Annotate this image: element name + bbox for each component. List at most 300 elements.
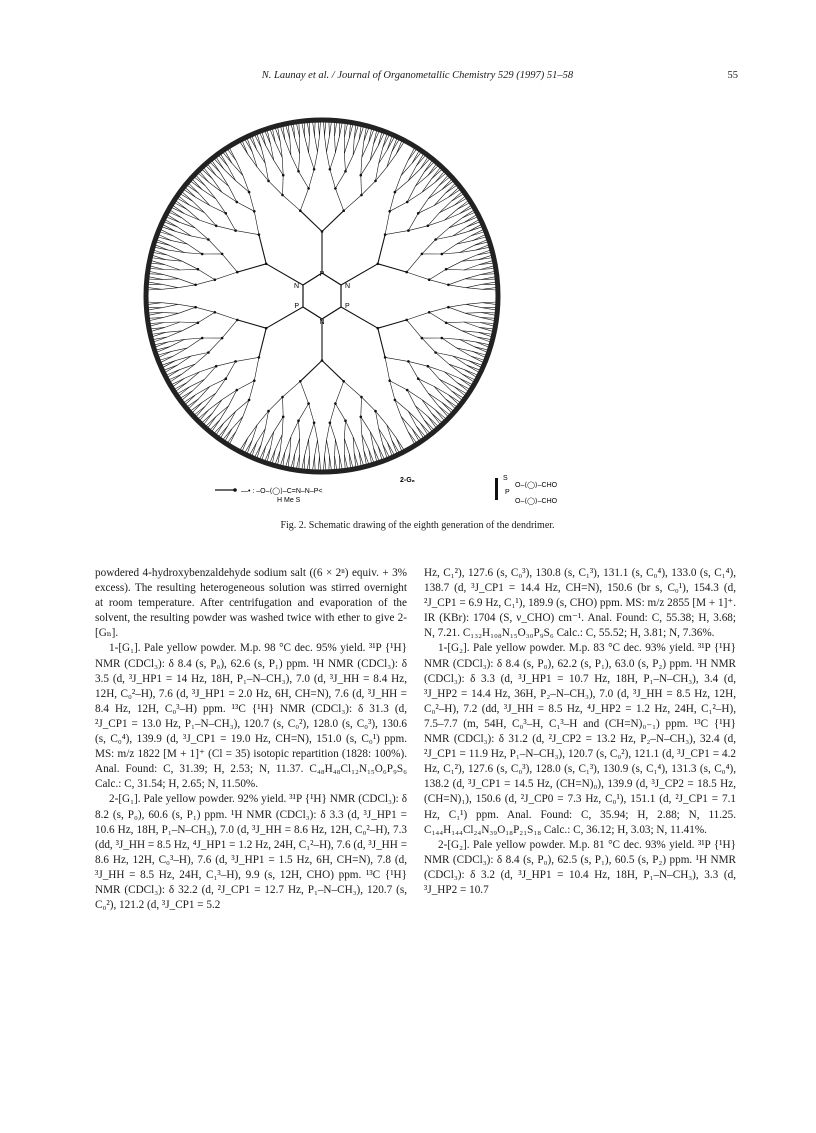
dendrimer-branch xyxy=(300,361,322,382)
dendrimer-branch xyxy=(177,356,191,365)
legend-end-group-line: O–⟨◯⟩–CHO xyxy=(515,498,558,505)
dendrimer-branch xyxy=(422,182,435,192)
dendrimer-branch xyxy=(184,214,199,221)
dendrimer-branch xyxy=(322,361,344,382)
dendrimer-branch xyxy=(266,304,308,328)
dendrimer-branch xyxy=(344,195,362,211)
dendrimer-branch xyxy=(193,379,205,390)
dendrimer-branch xyxy=(434,387,448,395)
dendrimer-branch xyxy=(309,153,315,170)
dendrimer-branch xyxy=(163,313,179,317)
dendrimer-branch xyxy=(344,421,345,439)
dendrimer-branch xyxy=(198,312,215,323)
dendrimer-branch xyxy=(387,154,397,167)
dendrimer-branch xyxy=(465,279,482,280)
dendrimer-branch xyxy=(446,322,464,323)
dendrimer-branch xyxy=(464,265,480,270)
dendrimer-branch xyxy=(248,425,258,438)
dendrimer-branch xyxy=(178,285,196,288)
dendrimer-branch xyxy=(187,209,200,220)
dendrimer-branch xyxy=(436,353,449,365)
dendrimer-branch xyxy=(466,284,482,287)
dendrimer-branch xyxy=(457,348,473,352)
dendrimer-branch xyxy=(440,205,455,212)
dendrimer-branch xyxy=(198,269,215,280)
dendrimer-branch xyxy=(274,160,284,175)
dendrimer-branch xyxy=(422,338,436,352)
running-title: N. Launay et al. / Journal of Organometallic Chemistry 529 (1997) 51–58 xyxy=(261,70,574,81)
dendrimer-branch xyxy=(407,254,422,272)
dendrimer-branch xyxy=(180,222,196,228)
dendrimer-branch xyxy=(182,218,195,228)
dendrimer-branch xyxy=(344,154,345,172)
dendrimer-branch xyxy=(232,163,243,175)
dendrimer-branch xyxy=(295,438,300,454)
dendrimer-branch xyxy=(390,192,395,211)
dendrimer-branch xyxy=(178,304,196,307)
dendrimer-branch xyxy=(199,387,210,399)
dendrimer-branch xyxy=(442,338,457,348)
dendrimer-branch xyxy=(228,411,236,426)
dendrimer-branch xyxy=(283,397,284,417)
dendrimer-branch xyxy=(327,423,330,440)
dendrimer-branch xyxy=(261,148,265,164)
dendrimer-branch xyxy=(318,136,320,152)
dendrimer-branch xyxy=(429,280,448,285)
dendrimer-branch xyxy=(165,322,181,327)
dendrimer-branch xyxy=(378,320,407,328)
dendrimer-branch xyxy=(453,231,469,236)
dendrimer-branch xyxy=(309,169,315,188)
dendrimer-branch xyxy=(385,357,408,361)
dendrimer-branch xyxy=(291,155,299,171)
dendrimer-branch xyxy=(252,425,257,441)
dendrimer-branch xyxy=(162,303,178,305)
dendrimer-branch xyxy=(222,320,237,338)
dendrimer-branch xyxy=(429,307,448,312)
dendrimer-branch xyxy=(237,320,266,328)
dendrimer-branch xyxy=(220,172,229,186)
dendrimer-branch xyxy=(448,285,466,288)
dendrimer-branch xyxy=(362,181,376,195)
dendrimer-branch xyxy=(379,429,388,443)
dendrimer-branch xyxy=(401,163,412,175)
dendrimer-branch xyxy=(346,155,354,171)
dendrimer-branch xyxy=(362,397,376,411)
dendrimer-branch xyxy=(449,364,465,370)
dendrimer-branch xyxy=(190,205,205,212)
left-column xyxy=(95,566,407,913)
dendrimer-branch xyxy=(299,404,309,421)
figure-caption: Fig. 2. Schematic drawing of the eighth generation of the dendrimer. xyxy=(280,520,555,531)
dendrimer-branch xyxy=(237,202,255,211)
dendrimer-branch xyxy=(442,244,457,254)
dendrimer-branch xyxy=(164,322,180,323)
dendrimer-branch xyxy=(466,288,482,290)
dendrimer-branch xyxy=(442,338,460,339)
dendrimer-branch xyxy=(182,323,198,331)
dendrimer-branch xyxy=(180,322,198,323)
dendrimer-branch xyxy=(335,137,339,153)
dendrimer-branch xyxy=(249,192,254,211)
dendrimer-branch xyxy=(327,152,330,169)
dendrimer-branch xyxy=(422,179,432,192)
dendrimer-branch xyxy=(465,274,481,278)
dendrimer-branch xyxy=(179,279,196,285)
dendrimer-branch xyxy=(415,172,424,186)
dendrimer-branch xyxy=(180,364,196,370)
dendrimer-branch xyxy=(385,231,408,235)
dendrimer-branch xyxy=(436,228,449,240)
dendrimer-branch xyxy=(216,361,235,366)
dendrimer-branch xyxy=(283,195,301,211)
dendrimer-branch xyxy=(208,240,222,254)
dendrimer-branch xyxy=(401,417,412,429)
dendrimer-branch xyxy=(330,153,336,170)
dendrimer-branch xyxy=(295,138,300,154)
dendrimer-branch xyxy=(299,421,300,439)
dendrimer-branch xyxy=(390,381,408,390)
dendrimer-branch xyxy=(408,226,427,231)
dendrimer-branch xyxy=(259,235,266,264)
dendrimer-branch xyxy=(171,348,187,352)
dendrimer-branch xyxy=(457,241,473,245)
dendrimer-branch xyxy=(175,356,191,361)
dendrimer-branch xyxy=(265,411,268,428)
dendrimer-branch xyxy=(249,381,254,400)
dendrimer-branch xyxy=(185,253,203,254)
dendrimer-branch xyxy=(361,397,362,417)
dendrimer-branch xyxy=(212,179,222,192)
dendrimer-branch xyxy=(445,214,460,221)
paragraph: 2-[G₂]. Pale yellow powder. M.p. 81 °C dec. 93% yield. ³¹P {¹H} NMR (CDCl₃): δ 8.4 (s, P₀), 62.5 (s, P₁), 60.5 (s, P₂) ppm. ¹H NMR (CDCl₃): δ 3.2 (d, ³J_HP1 = 10.4 Hz, 18H, P₁–N–CH₃), 3.3 (d, ³J_HP2 = 10.7 xyxy=(424,838,736,896)
dendrimer-branch xyxy=(165,265,181,270)
dendrimer-branch xyxy=(291,421,299,437)
dendrimer-branch xyxy=(309,404,315,423)
dendrimer-branch xyxy=(434,387,445,399)
dendrimer-branch xyxy=(428,186,438,199)
dendrimer-branch xyxy=(226,361,236,378)
legend-repeat-unit-sub: H Me S xyxy=(277,497,301,504)
dendrimer-branch xyxy=(257,411,268,425)
dendrimer-branch xyxy=(436,353,453,357)
dendrimer-branch xyxy=(282,157,283,175)
dendrimer-branch xyxy=(429,269,446,280)
dendrimer-figure xyxy=(95,95,740,520)
core-atom-label: P xyxy=(319,271,325,278)
dendrimer-branch xyxy=(361,160,371,175)
dendrimer-branch xyxy=(344,438,349,454)
dendrimer-branch xyxy=(336,304,378,328)
dendrimer-branch xyxy=(327,440,330,456)
dendrimer-branch xyxy=(453,356,467,365)
dendrimer-branch xyxy=(415,406,424,420)
dendrimer-branch xyxy=(164,270,180,271)
dendrimer-branch xyxy=(429,312,446,323)
dendrimer-branch xyxy=(445,372,460,379)
dendrimer-branch xyxy=(177,227,191,236)
dendrimer-branch xyxy=(185,338,203,339)
figure-legend xyxy=(215,475,558,505)
dendrimer-branch xyxy=(464,322,480,323)
dendrimer-branch xyxy=(300,211,322,232)
dendrimer-branch xyxy=(259,328,266,357)
dendrimer-branch xyxy=(422,240,436,254)
right-column xyxy=(424,566,736,898)
legend-generation: 2-G₈ xyxy=(400,477,415,484)
page-number: 55 xyxy=(727,70,738,81)
dendrimer-branch xyxy=(330,423,336,440)
dendrimer-branch xyxy=(390,202,408,211)
dendrimer-branch xyxy=(257,429,266,443)
dendrimer-branch xyxy=(236,161,243,176)
dendrimer-branch xyxy=(440,201,452,212)
dendrimer-branch xyxy=(344,381,362,397)
core-atom-label: N xyxy=(345,283,351,290)
dendrimer-branch xyxy=(446,323,462,331)
core-atom-label: P xyxy=(294,303,299,310)
dendrimer-branch xyxy=(361,157,362,175)
dendrimer-branch xyxy=(361,175,362,195)
dendrimer-branch xyxy=(335,171,345,188)
dendrimer-branch xyxy=(220,406,229,420)
dendrimer-branch xyxy=(448,307,465,313)
dendrimer-branch xyxy=(376,411,387,425)
dendrimer-branch xyxy=(464,270,480,271)
dendrimer-branch xyxy=(448,304,466,307)
dendrimer-branch xyxy=(226,213,236,230)
dendrimer-branch xyxy=(202,393,216,402)
dendrimer-branch xyxy=(190,379,205,386)
dendrimer-branch xyxy=(222,254,237,272)
legend-repeat-unit: —• : –O–⟨◯⟩–C=N–N–P< xyxy=(241,488,323,495)
dendrimer-branch xyxy=(179,307,196,313)
dendrimer-branch xyxy=(449,218,462,228)
dendrimer-branch xyxy=(215,272,238,280)
dendrimer-branch xyxy=(449,364,462,374)
dendrimer-branch xyxy=(305,440,309,456)
dendrimer-branch xyxy=(446,269,464,270)
dendrimer-branch xyxy=(163,274,179,278)
dendrimer-branch xyxy=(442,253,460,254)
dendrimer-branch xyxy=(336,264,378,288)
dendrimer-branch xyxy=(415,176,428,187)
dendrimer-branch xyxy=(428,393,438,406)
dendrimer-branch xyxy=(335,404,345,421)
dendrimer-branch xyxy=(346,421,354,437)
dendrimer-branch xyxy=(335,440,339,456)
dendrimer-branch xyxy=(387,425,392,441)
core-atom-label: P xyxy=(345,303,350,310)
dendrimer-branch xyxy=(378,264,407,272)
dendrimer-branch xyxy=(401,417,408,432)
dendrimer-branch xyxy=(261,429,265,445)
dendrimer-branch xyxy=(408,166,416,181)
dendrimer-branch xyxy=(215,312,238,320)
dendrimer-branch xyxy=(464,322,480,327)
dendrimer-branch xyxy=(266,264,308,288)
dendrimer-branch xyxy=(446,261,462,269)
core-atom-label: N xyxy=(319,319,325,326)
dendrimer-branch xyxy=(299,171,309,188)
dendrimer-branch xyxy=(236,417,243,432)
dendrimer-branch xyxy=(237,381,255,390)
dendrimer-branch xyxy=(385,357,390,380)
dendrimer-branch xyxy=(188,244,203,254)
dendrimer-branch xyxy=(196,307,215,312)
dendrimer-branch xyxy=(428,393,442,402)
dendrimer-branch xyxy=(335,440,336,457)
dendrimer-branch xyxy=(445,209,458,220)
dendrimer-branch xyxy=(415,406,428,417)
legend-end-group-line: P xyxy=(505,489,510,496)
dendrimer-branch xyxy=(309,136,310,153)
dendrimer-branch xyxy=(228,166,236,181)
dendrimer-branch xyxy=(361,417,362,435)
dendrimer-branch xyxy=(387,425,397,438)
dendrimer-branch xyxy=(191,236,208,240)
dendrimer-branch xyxy=(224,169,236,181)
dendrimer-branch xyxy=(224,411,236,423)
dendrimer-branch xyxy=(327,136,330,152)
dendrimer-branch xyxy=(299,154,300,172)
dendrimer-branch xyxy=(257,167,268,181)
dendrimer-branch xyxy=(453,227,467,236)
core-atom-label: N xyxy=(293,283,299,290)
dendrimer-branch xyxy=(199,193,210,205)
dendrimer-branch xyxy=(408,361,418,378)
dendrimer-branch xyxy=(330,169,336,188)
dendrimer-branch xyxy=(407,320,422,338)
dendrimer-branch xyxy=(208,338,222,352)
dendrimer-branch xyxy=(162,284,178,287)
dendrimer-branch xyxy=(449,222,465,228)
dendrimer-branch xyxy=(269,397,283,411)
dendrimer-branch xyxy=(205,186,215,199)
dendrimer-branch xyxy=(379,429,383,445)
dendrimer-branch xyxy=(376,411,379,428)
dendrimer-branch xyxy=(422,400,435,410)
dendrimer-branch xyxy=(196,197,210,205)
dendrimer-branch xyxy=(335,381,343,403)
legend-end-group-line: S xyxy=(503,475,508,482)
dendrimer-branch xyxy=(184,372,199,379)
dendrimer-branch xyxy=(325,136,327,152)
dendrimer-branch xyxy=(322,211,344,232)
dendrimer-branch xyxy=(236,231,259,235)
dendrimer-branch xyxy=(205,393,215,406)
dendrimer-branch xyxy=(305,137,309,153)
dendrimer-branch xyxy=(407,312,430,320)
dendrimer-branch xyxy=(330,404,336,423)
dendrimer-branch xyxy=(282,417,283,435)
dendrimer-branch xyxy=(436,236,453,240)
dendrimer-branch xyxy=(465,313,481,317)
dendrimer-branch xyxy=(379,150,388,164)
dendrimer-branch xyxy=(196,387,210,395)
dendrimer-branch xyxy=(378,328,385,357)
dendrimer-branch xyxy=(315,136,318,152)
dendrimer-branch xyxy=(325,440,327,456)
dendrimer-branch xyxy=(376,167,387,181)
dendrimer-branch xyxy=(448,279,465,285)
dendrimer-branch xyxy=(315,440,318,456)
dendrimer-branch xyxy=(162,304,178,307)
dendrimer-branch xyxy=(407,272,430,280)
dendrimer-branch xyxy=(453,356,469,361)
dendrimer-branch xyxy=(440,379,452,390)
dendrimer-branch xyxy=(216,226,235,231)
cyclotriphosphazene-core xyxy=(294,271,350,326)
dendrimer-branch xyxy=(202,190,216,199)
dendrimer-branch xyxy=(361,417,371,432)
dendrimer-branch xyxy=(254,211,259,234)
dendrimer-branch xyxy=(195,228,208,240)
dendrimer-branch xyxy=(173,236,187,244)
dendrimer-branch xyxy=(466,303,482,305)
dendrimer-branch xyxy=(248,154,258,167)
dendrimer-branch xyxy=(236,357,259,361)
dendrimer-branch xyxy=(193,201,205,212)
dendrimer-branch xyxy=(216,176,229,187)
dendrimer-branch xyxy=(378,235,385,264)
dendrimer-branch xyxy=(335,188,343,210)
paragraph: 2-[G₁]. Pale yellow powder. 92% yield. ³¹P {¹H} NMR (CDCl₃): δ 8.2 (s, P₀), 60.6 (s, P₁) ppm. ¹H NMR (CDCl₃): δ 3.3 (d, ³J_HP1 = 10.6 Hz, 18H, P₁–N–CH₃), 7.0 (d, ³J_HH = 8.6 Hz, 12H, C₀²–H), 7.3 (dd, ³J_HH = 8.5 Hz, ⁴J_HP1 = 1.2 Hz, 24H, C₁²–H), 7.6 (d, ³J_HH = 8.6 Hz, 12H, C₀³–H), 7.6 (d, ³J_HP1 = 1.5 Hz, 6H, CH=N), 7.8 (d, ³J_HH = 8.5 Hz, 24H, C₁³–H), 9.9 (s, 12H, CHO) ppm. ¹³C {¹H} NMR (CDCl₃): δ 32.2 (d, ²J_CP1 = 12.7 Hz, P₁–N–CH₃), 120.7 (s, C₀²), 121.2 (d, ³J_CP1 = 5.2 xyxy=(95,793,407,912)
dendrimer-branch xyxy=(300,381,308,403)
dendrimer-branch xyxy=(283,381,301,397)
dendrimer-branch xyxy=(387,152,392,168)
dendrimer-branch xyxy=(265,164,268,181)
dendrimer-branch xyxy=(209,182,222,192)
dendrimer-branch xyxy=(408,213,418,230)
dendrimer-branch xyxy=(408,361,427,366)
dendrimer-branch xyxy=(162,313,179,314)
legend-end-group-line: O–⟨◯⟩–CHO xyxy=(515,482,558,489)
dendrimer-branch xyxy=(422,400,432,413)
dendrimer-branch xyxy=(195,353,208,365)
dendrimer-branch xyxy=(379,148,383,164)
dendrimer-branch xyxy=(257,150,266,164)
dendrimer-branch xyxy=(283,175,284,195)
paragraph: Hz, C₁²), 127.6 (s, C₀³), 130.8 (s, C₁³), 131.1 (s, C₀⁴), 133.0 (s, C₁⁴), 138.7 (d, ³J_CP1 = 14.4 Hz, CH=N), 150.6 (br s, C₀¹), 154.3 (d, ²J_CP1 = 6.9 Hz, C₁¹), 189.9 (s, CHO) ppm. MS: m/z 2855 [M + 1]⁺. IR (KBr): 1704 (S, ν_CHO) cm⁻¹. Anal. Found: C, 55.38; H, 3.68; N, 7.21. C₁₃₂H₁₀₈N₁₅O₃₀P₉S₆ Calc.: C, 55.52; H, 3.81; N, 7.36%. xyxy=(424,567,736,640)
dendrimer-branch xyxy=(401,161,408,176)
dendrimer-branch xyxy=(232,417,243,429)
dendrimer-branch xyxy=(309,440,310,457)
paragraph: 1-[G₂]. Pale yellow powder. M.p. 83 °C dec. 93% yield. ³¹P {¹H} NMR (CDCl₃): δ 8.4 (s, P₀), 62.2 (s, P₁), 63.0 (s, P₂) ppm. ¹H NMR (CDCl₃): δ 3.3 (d, ³J_HP1 = 10.7 Hz, 18H, P₁–N–CH₃), 3.4 (d, ³J_HP2 = 14.4 Hz, 36H, P₂–N–CH₃), 7.0 (d, ³J_HH = 8.5 Hz, 12H, C₀²–H), 7.2 (dd, ³J_HH = 8.5 Hz, ⁴J_HP2 = 1.2 Hz, 24H, C₁²–H), 7.5–7.7 (m, 54H, C₀³–H, C₁³–H and (CH=N)₀₋₁) ppm. ¹³C {¹H} NMR (CDCl₃): δ 31.2 (d, ²J_CP2 = 13.2 Hz, P₂–N–CH₃), 32.4 (d, ²J_CP1 = 11.9 Hz, P₁–N–CH₃), 120.7 (s, C₀²), 121.1 (d, ³J_CP1 = 4.2 Hz, C₁²), 127.6 (s, C₀³), 128.0 (s, C₁³), 130.9 (s, C₁⁴), 131.3 (s, C₀⁴), 138.2 (d, ³J_CP1 = 14.5 Hz, (CH=N)₀), 139.9 (d, ³J_CP2 = 18.5 Hz, (CH=N)₁), 150.6 (d, ²J_CP0 = 7.3 Hz, C₀¹), 151.1 (d, ²J_CP1 = 7.1 Hz, C₁¹) ppm. Anal. Found: C, 35.94; H, 2.88; N, 11.25. C₁₄₄H₁₄₄Cl₂₄N₃₉O₁₈P₂₁S₁₈ Calc.: C, 36.12; H, 3.03; N, 11.41%. xyxy=(424,642,736,836)
dendrimer-branch xyxy=(171,241,187,245)
dendrimer-branch xyxy=(428,190,442,199)
dendrimer-branch xyxy=(309,423,315,440)
dendrimer-branch xyxy=(440,379,455,386)
dendrimer-branch xyxy=(344,138,349,154)
dendrimer-branch xyxy=(162,288,178,290)
dendrimer-branch xyxy=(212,400,222,413)
paragraph: 1-[G₁]. Pale yellow powder. M.p. 98 °C dec. 95% yield. ³¹P {¹H} NMR (CDCl₃): δ 8.4 (s, P₀), 62.6 (s, P₁) ppm. ¹H NMR (CDCl₃): δ 3.5 (d, ³J_HP1 = 14 Hz, 18H, P₁–N–CH₃), 7.0 (d, ³J_HH = 8.4 Hz, 12H, C₀²–H), 7.6 (d, ³J_HP1 = 2.0 Hz, 6H, CH=N), 7.6 (d, ³J_HH = 8.4 Hz, 12H, C₀³–H) ppm. ¹³C {¹H} NMR (CDCl₃): δ 31.3 (d, ²J_CP1 = 13.0 Hz, P₁–N–CH₃), 120.7 (s, C₀²), 128.0 (s, C₀³), 130.6 (s, C₀⁴), 139.9 (d, ³J_CP1 = 19.0 Hz, CH=N), 151.0 (s, C₀¹) ppm. MS: m/z 1822 [M + 1]⁺ (Cl = 35) isotopic repartition (1828: 100%). Anal. Found: C, 31.39; H, 2.53; N, 11.37. C₄₈H₄₈Cl₁₂N₁₅O₆P₉S₆ Calc.: C, 31.54; H, 2.65; N, 11.50%. xyxy=(95,642,407,791)
dendrimer-branch xyxy=(175,231,191,236)
dendrimer-branch xyxy=(182,261,198,269)
dendrimer-branch xyxy=(376,164,379,181)
dendrimer-branch xyxy=(445,372,458,383)
dendrimer-branch xyxy=(196,280,215,285)
dendrimer-branch xyxy=(300,188,308,210)
dendrimer-drawing xyxy=(95,95,740,520)
running-header xyxy=(95,70,740,86)
dendrimer-branch xyxy=(434,197,448,205)
paragraph: powdered 4-hydroxybenzaldehyde sodium salt ((6 × 2ⁿ) equiv. + 3% excess). The resulting heterogeneous solution was stirred overnight at room temperature. After centrifugation and evaporation of the solvent, the resulting powder was washed twice with ether to give 2-[Gₙ]. xyxy=(95,567,407,640)
dendrimer-branch xyxy=(274,417,284,432)
dendrimer-branch xyxy=(335,136,336,153)
dendrimer-branch xyxy=(252,152,257,168)
